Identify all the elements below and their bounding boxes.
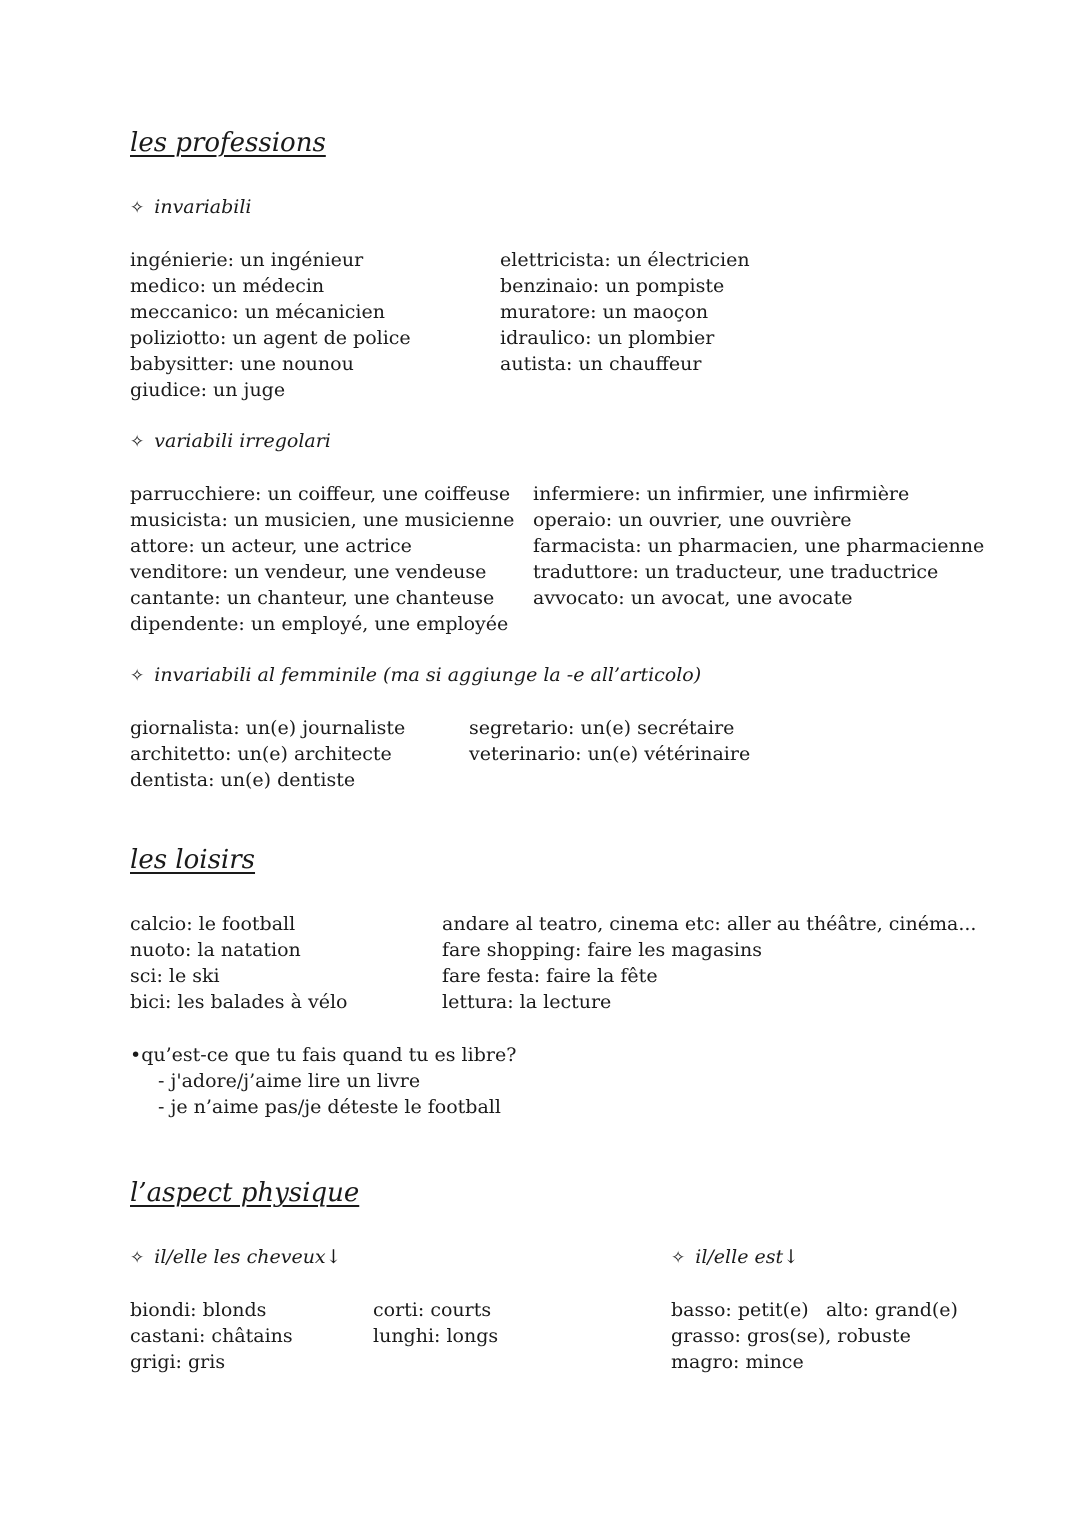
list-item: infermiere: un infirmier, une infirmière [533, 483, 910, 505]
list-item: dipendente: un employé, une employée [130, 613, 509, 635]
list-loisirs-right [442, 911, 976, 1015]
list-item: alto: grand(e) [826, 1299, 958, 1321]
list-item: fare shopping: faire les magasins [442, 939, 762, 961]
list-item: poliziotto: un agent de police [130, 327, 411, 349]
subheading-est [671, 1246, 799, 1268]
list-item: medico: un médecin [130, 275, 325, 297]
loisirs-dialogue [130, 1042, 516, 1120]
list-item: meccanico: un mécanicien [130, 301, 385, 323]
list-item: nuoto: la natation [130, 939, 301, 961]
list-item: muratore: un maoçon [500, 301, 709, 323]
list-item: castani: châtains [130, 1325, 293, 1347]
list-item: sci: le ski [130, 965, 220, 987]
list-item: fare festa: faire la fête [442, 965, 658, 987]
list-item: idraulico: un plombier [500, 327, 715, 349]
subheading-text: invariabili al femminile (ma si aggiunge la -e all’articolo) [154, 664, 702, 686]
list-item: musicista: un musicien, une musicienne [130, 509, 515, 531]
list-item: andare al teatro, cinema etc: aller au théâtre, cinéma... [442, 913, 977, 935]
list-item: parrucchiere: un coiffeur, une coiffeuse [130, 483, 511, 505]
list-hair-color [130, 1297, 293, 1375]
list-item: giornalista: un(e) journaliste [130, 717, 406, 739]
list-item: biondi: blonds [130, 1299, 267, 1321]
question-text: •qu’est-ce que tu fais quand tu es libre? [130, 1044, 517, 1066]
subheading-text: invariabili [154, 196, 252, 218]
list-item: segretario: un(e) secrétaire [469, 717, 735, 739]
list-item: lettura: la lecture [442, 991, 612, 1013]
list-item: bici: les balades à vélo [130, 991, 348, 1013]
subheading-invariabili [130, 196, 252, 218]
list-item-alto [826, 1297, 958, 1323]
list-item: grasso: gros(se), robuste [671, 1325, 911, 1347]
list-item: babysitter: une nounou [130, 353, 354, 375]
list-item: cantante: un chanteur, une chanteuse [130, 587, 495, 609]
list-item: autista: un chauffeur [500, 353, 702, 375]
list-item: dentista: un(e) dentiste [130, 769, 356, 791]
list-invariabili-left [130, 247, 411, 403]
list-item: operaio: un ouvrier, une ouvrière [533, 509, 852, 531]
star-icon: ✧ [671, 1248, 686, 1268]
list-item: grigi: gris [130, 1351, 226, 1373]
heading-aspect-physique: l’aspect physique [130, 1178, 360, 1208]
subheading-text: il/elle est↓ [695, 1246, 800, 1268]
list-item: elettricista: un électricien [500, 249, 750, 271]
heading-loisirs: les loisirs [130, 845, 256, 875]
list-item: ingénierie: un ingénieur [130, 249, 364, 271]
subheading-variabili-irregolari [130, 430, 331, 452]
subheading-text: variabili irregolari [154, 430, 331, 452]
star-icon: ✧ [130, 198, 145, 218]
list-item: magro: mince [671, 1351, 804, 1373]
answer-text: - je n’aime pas/je déteste le football [158, 1096, 501, 1118]
subheading-cheveux [130, 1246, 342, 1268]
list-item: lunghi: longs [373, 1325, 499, 1347]
list-item: giudice: un juge [130, 379, 286, 401]
list-item: architetto: un(e) architecte [130, 743, 392, 765]
list-item: corti: courts [373, 1299, 492, 1321]
list-loisirs-left [130, 911, 347, 1015]
list-femminile-right [469, 715, 750, 767]
subheading-text: il/elle les cheveux↓ [154, 1246, 342, 1268]
list-invariabili-right [500, 247, 750, 377]
list-femminile-left [130, 715, 405, 793]
list-item: attore: un acteur, une actrice [130, 535, 412, 557]
list-item: veterinario: un(e) vétérinaire [469, 743, 751, 765]
list-item: farmacista: un pharmacien, une pharmacienne [533, 535, 985, 557]
list-variabili-right [533, 481, 984, 611]
list-hair-length [373, 1297, 498, 1349]
star-icon: ✧ [130, 1248, 145, 1268]
list-item: basso: petit(e) [671, 1299, 809, 1321]
star-icon: ✧ [130, 666, 145, 686]
heading-professions: les professions [130, 128, 326, 158]
list-item: venditore: un vendeur, une vendeuse [130, 561, 487, 583]
star-icon: ✧ [130, 432, 145, 452]
answer-text: - j'adore/j’aime lire un livre [158, 1070, 421, 1092]
subheading-invariabili-femminile [130, 664, 701, 686]
list-item: avvocato: un avocat, une avocate [533, 587, 853, 609]
list-item: calcio: le football [130, 913, 296, 935]
list-item: traduttore: un traducteur, une traductrice [533, 561, 939, 583]
list-item: benzinaio: un pompiste [500, 275, 725, 297]
list-variabili-left [130, 481, 514, 637]
